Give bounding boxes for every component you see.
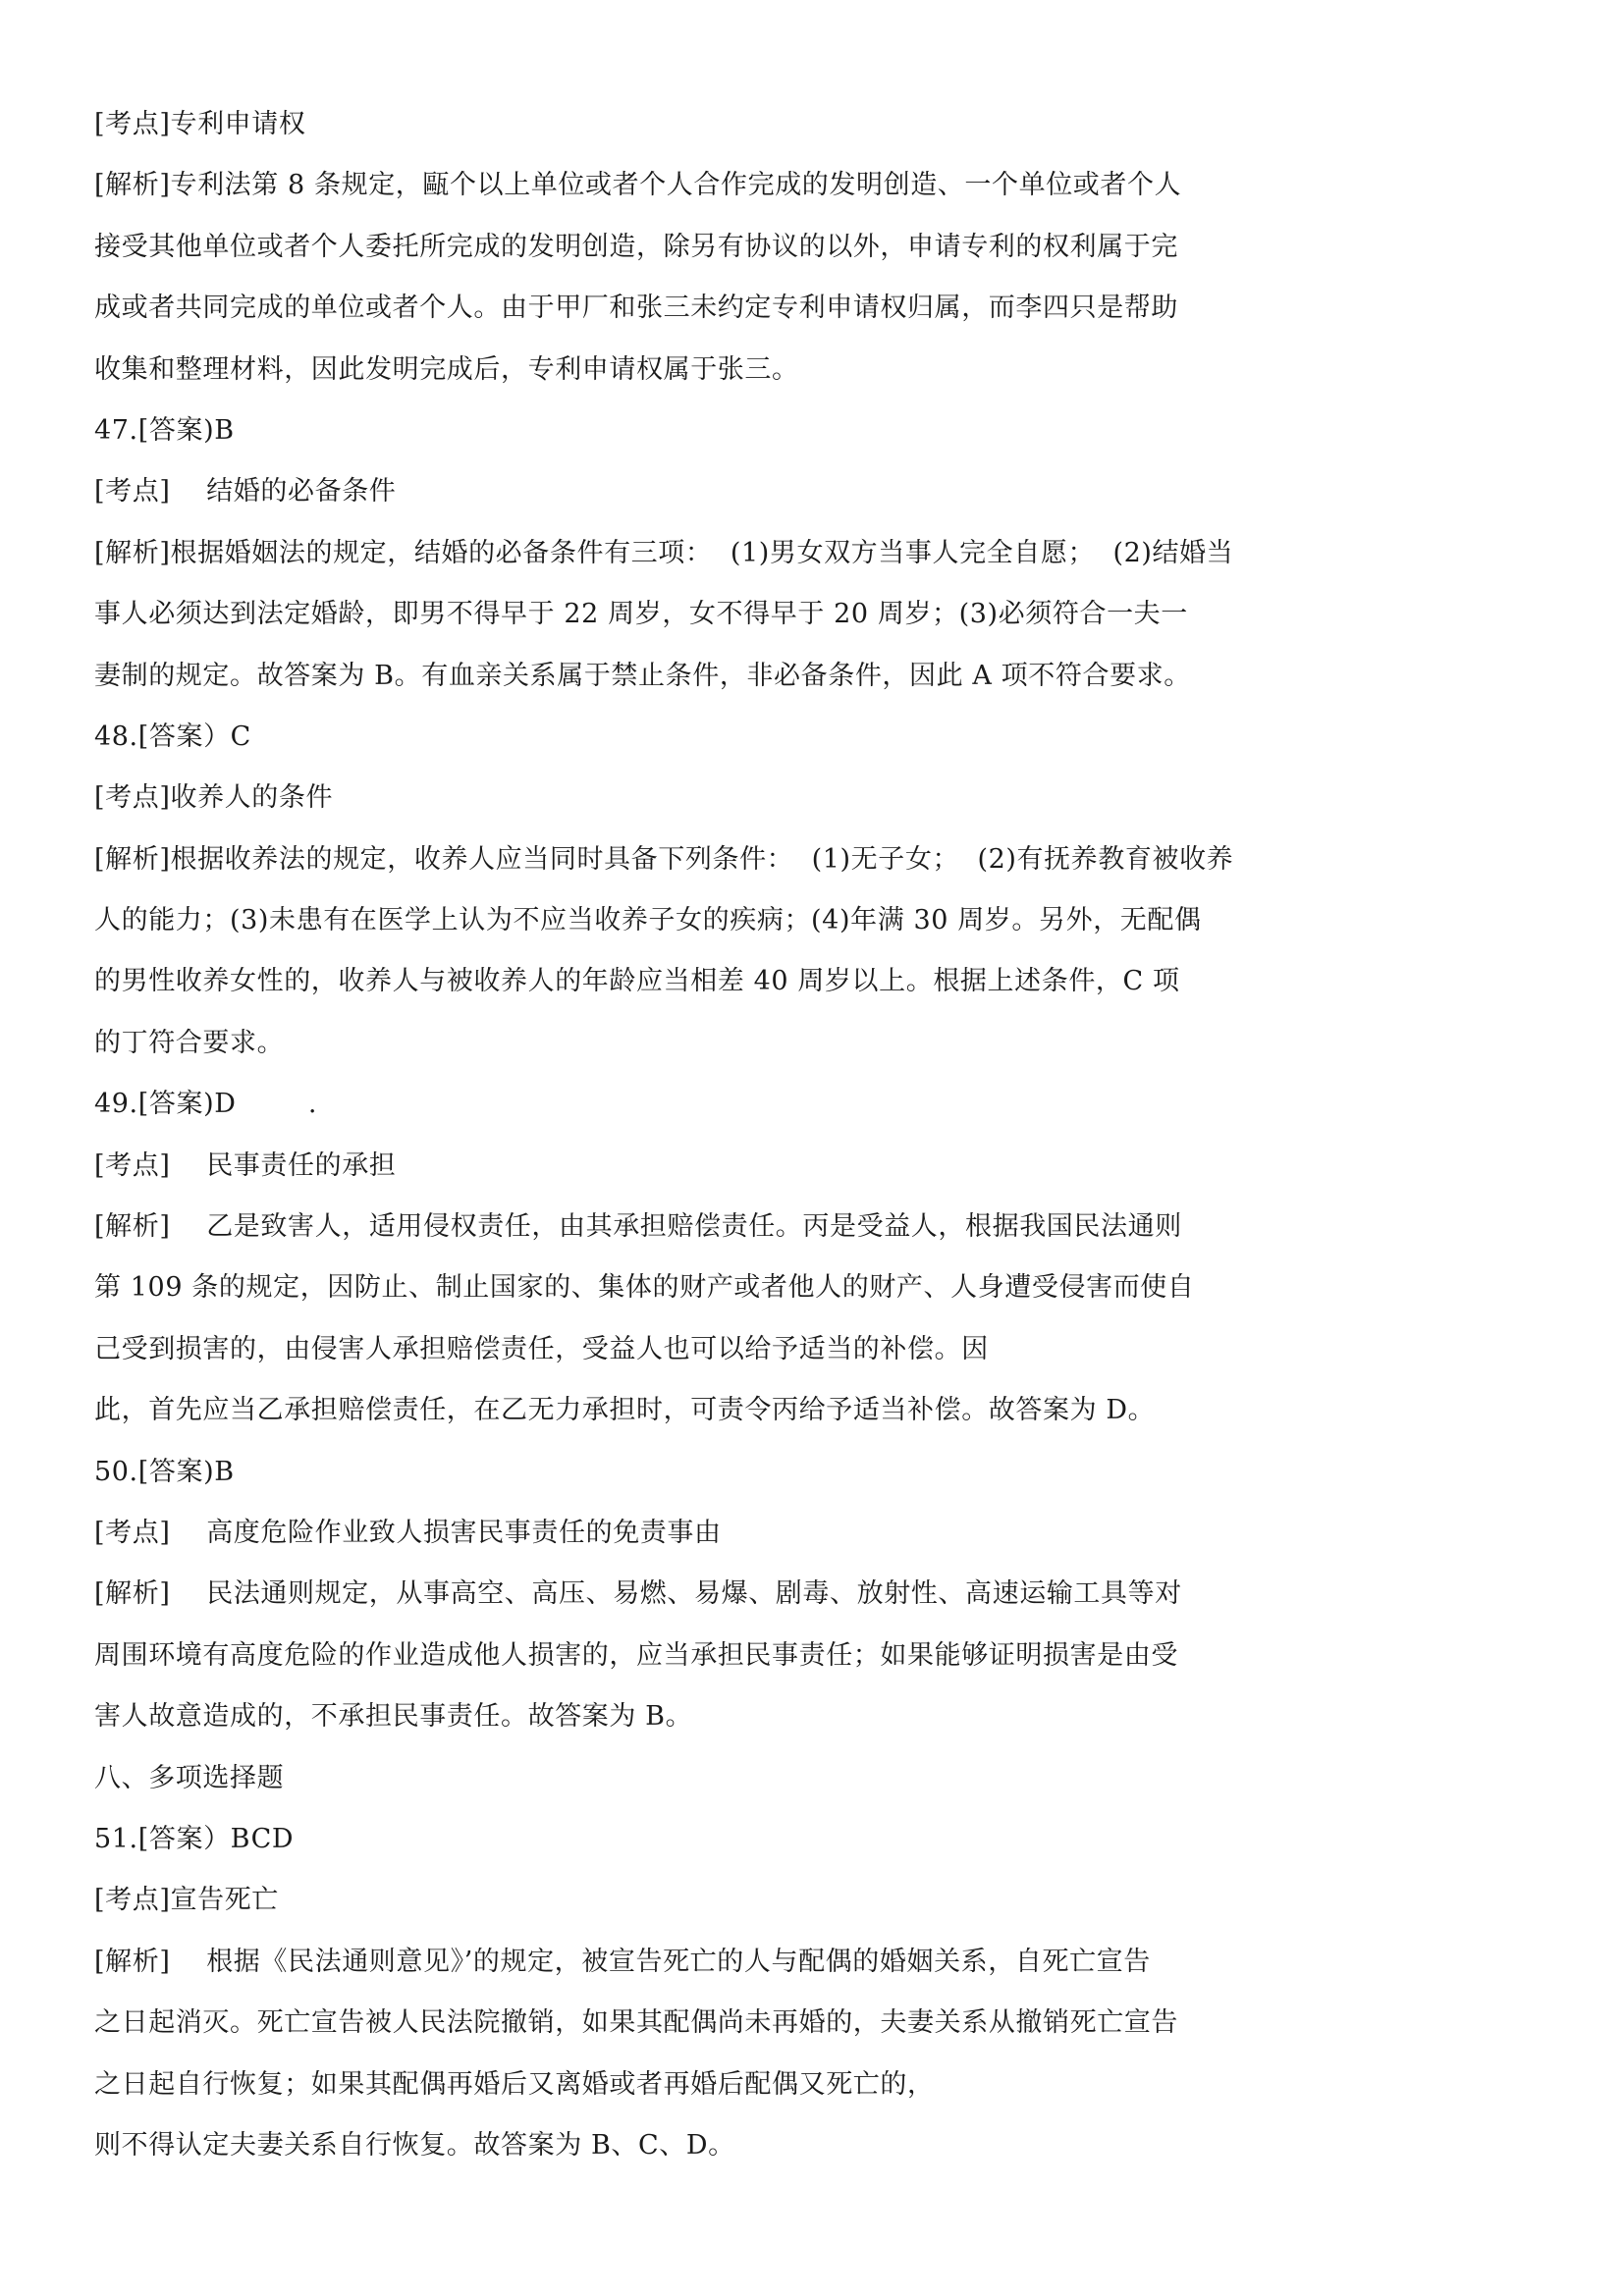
section-heading: 八、多项选择题 (94, 1762, 285, 1793)
document-page (94, 94, 1508, 2176)
text-line: 第 109 条的规定，因防止、制止国家的、集体的财产或者他人的财产、人身遭受侵害而使自 (94, 1272, 1195, 1304)
text-line: 的丁符合要求。 (94, 1027, 285, 1058)
text-line: [解析]专利法第 8 条规定，甌个以上单位或者个人合作完成的发明创造、一个单位或者个人 (94, 170, 1182, 201)
text-line: 事人必须达到法定婚龄，即男不得早于 22 周岁，女不得早于 20 周岁；(3)必须符合一夫一 (94, 599, 1188, 630)
text-line: [考点]专利申请权 (94, 109, 306, 139)
answer-heading: 50.[答案)B (94, 1456, 235, 1487)
text-line: 成或者共同完成的单位或者个人。由于甲厂和张三未约定专利申请权归属，而李四只是帮助 (94, 293, 1178, 324)
text-line: 此，首先应当乙承担赔偿责任，在乙无力承担时，可责令丙给予适当补偿。故答案为 D。 (94, 1395, 1156, 1426)
text-line: 之日起自行恢复；如果其配偶再婚后又离婚或者再婚后配偶又死亡的， (94, 2068, 935, 2100)
answer-heading: 48.[答案）C (94, 721, 251, 752)
text-line: [解析] 乙是致害人，适用侵权责任，由其承担赔偿责任。丙是受益人，根据我国民法通则 (94, 1211, 1182, 1243)
answer-heading: 47.[答案)B (94, 414, 235, 446)
text-line: 妻制的规定。故答案为 B。有血亲关系属于禁止条件，非必备条件，因此 A 项不符合要求。 (94, 660, 1191, 691)
text-line: 接受其他单位或者个人委托所完成的发明创造，除另有协议的以外，申请专利的权利属于完 (94, 231, 1178, 262)
text-line: 周围环境有高度危险的作业造成他人损害的，应当承担民事责任；如果能够证明损害是由受 (94, 1639, 1178, 1671)
text-line: [考点]收养人的条件 (94, 782, 334, 814)
text-line: [解析] 民法通则规定，从事高空、高压、易燃、易爆、剧毒、放射性、高速运输工具等对 (94, 1578, 1182, 1610)
text-line: [考点] 民事责任的承担 (94, 1149, 397, 1181)
answer-heading: 51.[答案）BCD (94, 1823, 295, 1854)
text-line: [考点] 高度危险作业致人损害民事责任的免责事由 (94, 1517, 722, 1548)
text-line: 的男性收养女性的，收养人与被收养人的年龄应当相差 40 周岁以上。根据上述条件，C 项 (94, 966, 1180, 997)
answer-heading: 49.[答案)D . (94, 1089, 318, 1120)
text-line: [考点] 结婚的必备条件 (94, 476, 397, 507)
text-line: [考点]宣告死亡 (94, 1885, 279, 1916)
text-line: 己受到损害的，由侵害人承担赔偿责任，受益人也可以给予适当的补偿。因 (94, 1333, 989, 1364)
text-line: 人的能力；(3)未患有在医学上认为不应当收养子女的疾病；(4)年满 30 周岁。另外，无配偶 (94, 905, 1202, 936)
text-line: [解析]根据婚姻法的规定，结婚的必备条件有三项： (1)男女双方当事人完全自愿； (2)结婚当 (94, 537, 1234, 568)
text-line: 则不得认定夫妻关系自行恢复。故答案为 B、C、D。 (94, 2129, 735, 2161)
text-line: 之日起消灭。死亡宣告被人民法院撤销，如果其配偶尚未再婚的，夫妻关系从撤销死亡宣告 (94, 2007, 1178, 2039)
text-line: 害人故意造成的，不承担民事责任。故答案为 B。 (94, 1701, 693, 1733)
text-line: [解析]根据收养法的规定，收养人应当同时具备下列条件： (1)无子女； (2)有抚养教育被收养 (94, 843, 1234, 875)
text-line: [解析] 根据《民法通则意见》’的规定，被宣告死亡的人与配偶的婚姻关系，自死亡宣告 (94, 1946, 1151, 1977)
text-line: 收集和整理材料，因此发明完成后，专利申请权属于张三。 (94, 353, 799, 385)
